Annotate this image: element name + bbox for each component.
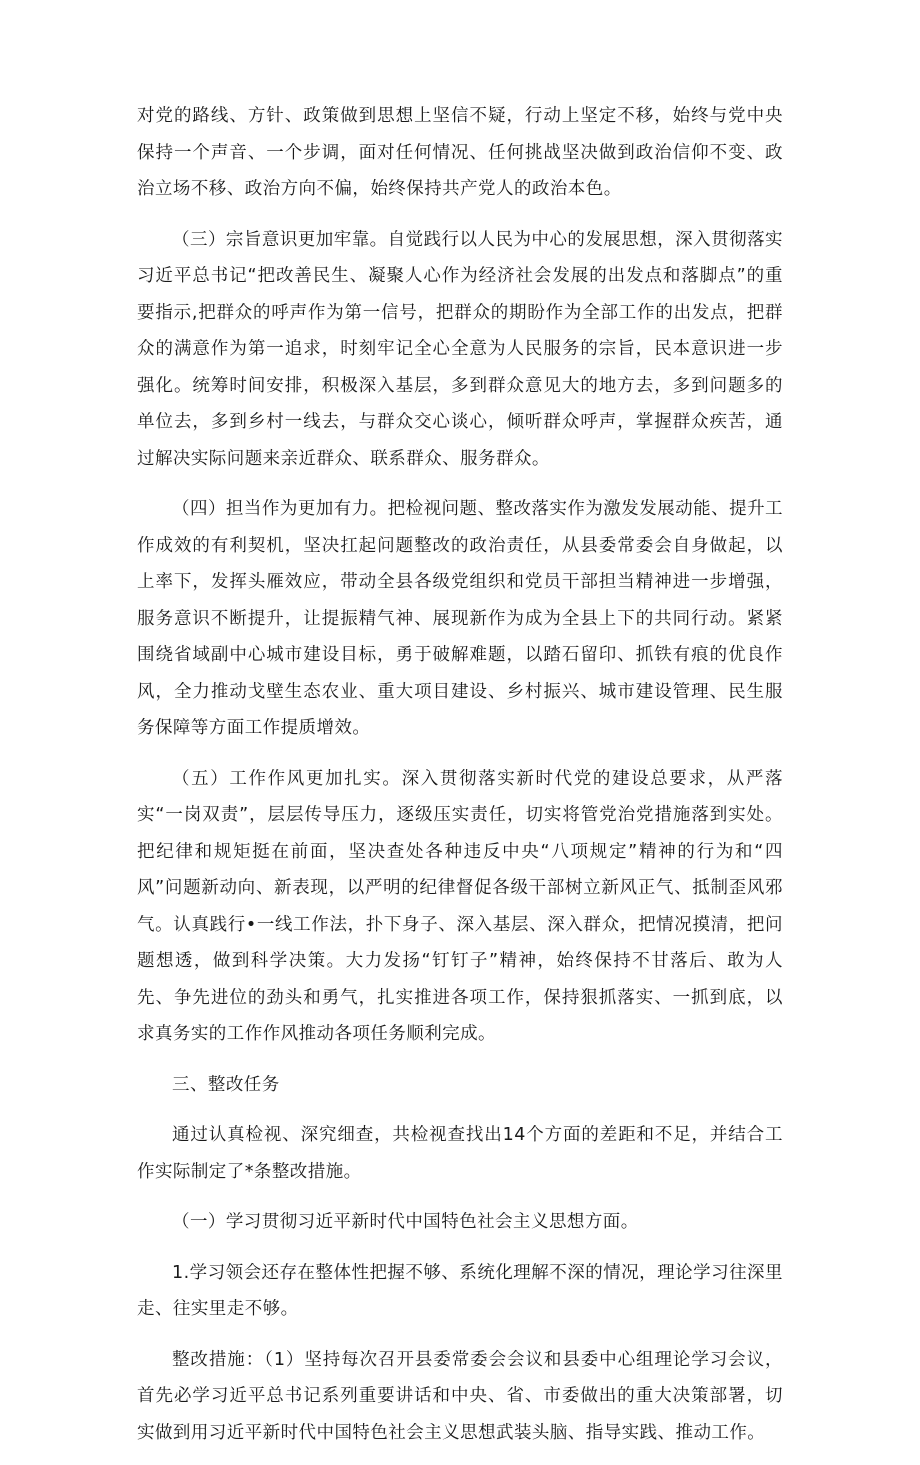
section-heading-rectification-tasks: 三、整改任务 bbox=[172, 1074, 280, 1095]
subheading-study-thought: （一）学习贯彻习近平新时代中国特色社会主义思想方面。 bbox=[172, 1212, 639, 1232]
paragraph-purpose-awareness: （三）宗旨意识更加牢靠。自觉践行以人民为中心的发展思想，深入贯彻落实习近平总书记“把改善民生、凝聚人心作为经济社会发展的出发点和落脚点”的重要指示,把群众的呼声作为第一信号，把群众的期盼作为全部工作的出发点，把群众的满意作为第一追求，时刻牢记全心全意为人民服务的宗旨，民本意识进一步强化。统筹时间安排，积极深入基层，多到群众意见大的地方去，多到问题多的单位去，多到乡村一线去，与群众交心谈心，倾听群众呼声，掌握群众疾苦，通过解决实际问题来亲近群众、联系群众、服务群众。 bbox=[137, 229, 783, 469]
paragraph-issue-1: 1.学习领会还存在整体性把握不够、系统化理解不深的情况，理论学习往深里走、往实里走不够。 bbox=[137, 1262, 783, 1319]
paragraph-rectification-summary: 通过认真检视、深究细查，共检视查找出14个方面的差距和不足，并结合工作实际制定了*条整改措施。 bbox=[137, 1125, 783, 1182]
paragraph-political-stance: 对党的路线、方针、政策做到思想上坚信不疑，行动上坚定不移，始终与党中央保持一个声音、一个步调，面对任何情况、任何挑战坚决做到政治信仰不变、政治立场不移、政治方向不偏，始终保持共产党人的政治本色。 bbox=[137, 106, 783, 199]
paragraph-work-style: （五）工作作风更加扎实。深入贯彻落实新时代党的建设总要求，从严落实“一岗双责”，层层传导压力，逐级压实责任，切实将管党治党措施落到实处。把纪律和规矩挺在前面，坚决查处各种违反中央“八项规定”精神的行为和“四风”问题新动向、新表现，以严明的纪律督促各级干部树立新风正气、抵制歪风邪气。认真践行•一线工作法，扑下身子、深入基层、深入群众，把情况摸清，把问题想透，做到科学决策。大力发扬“钉钉子”精神，始终保持不甘落后、敢为人先、争先进位的劲头和勇气，扎实推进各项工作，保持狠抓落实、一抓到底，以求真务实的工作作风推动各项任务顺利完成。 bbox=[137, 768, 783, 1044]
paragraph-measures-1: 整改措施：（1）坚持每次召开县委常委会会议和县委中心组理论学习会议，首先必学习近平总书记系列重要讲话和中央、省、市委做出的重大决策部署，切实做到用习近平新时代中国特色社会主义思想武装头脑、指导实践、推动工作。 bbox=[137, 1349, 783, 1443]
document-body bbox=[137, 98, 783, 1465]
paragraph-responsibility: （四）担当作为更加有力。把检视问题、整改落实作为激发发展动能、提升工作成效的有利契机，坚决扛起问题整改的政治责任，从县委常委会自身做起，以上率下，发挥头雁效应，带动全县各级党组织和党员干部担当精神进一步增强，服务意识不断提升，让提振精气神、展现新作为成为全县上下的共同行动。紧紧围绕省域副中心城市建设目标，勇于破解难题，以踏石留印、抓铁有痕的优良作风，全力推动戈壁生态农业、重大项目建设、乡村振兴、城市建设管理、民生服务保障等方面工作提质增效。 bbox=[137, 499, 783, 738]
